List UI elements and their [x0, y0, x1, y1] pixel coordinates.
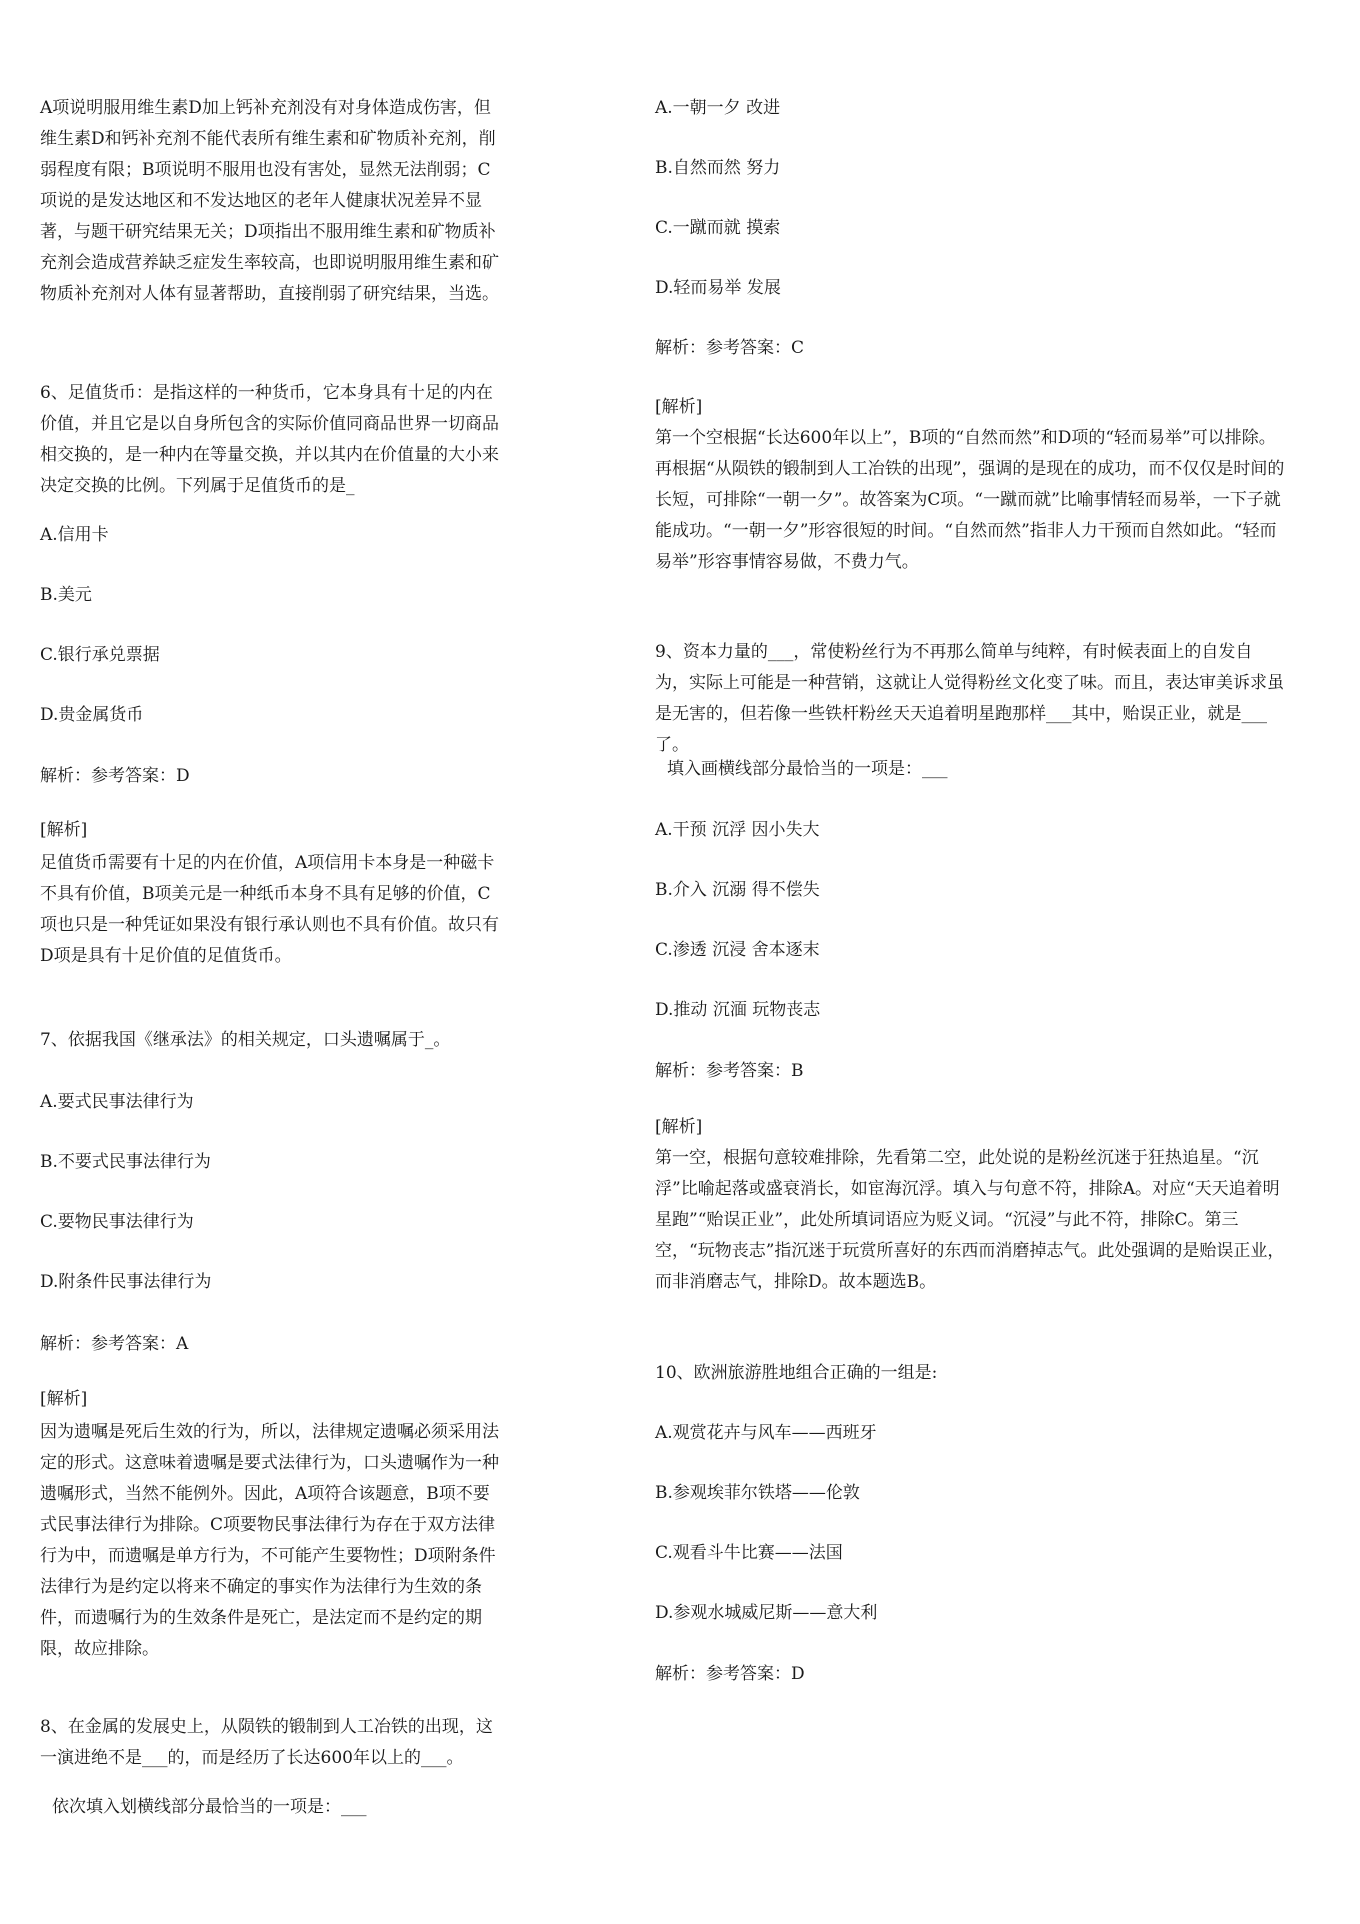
q9-prompt: 填入画横线部分最恰当的一项是：___ [667, 759, 948, 779]
q6-option-a: A.信用卡 [40, 525, 109, 545]
q9-option-d: D.推动 沉湎 玩物丧志 [655, 1000, 821, 1020]
q6-analysis: 足值货币需要有十足的内在价值，A项信用卡本身是一种磁卡不具有价值，B项美元是一种纸币本身不具有足够的价值，C项也只是一种凭证如果没有银行承认则也不具有价值。故只有D项是具有十足价值的足值货币。 [40, 853, 499, 966]
q9-option-b: B.介入 沉溺 得不偿失 [655, 880, 820, 900]
q6-question: 6、足值货币：是指这样的一种货币，它本身具有十足的内在价值，并且它是以自身所包含的实际价值同商品世界一切商品相交换的，是一种内在等量交换，并以其内在价值量的大小来决定交换的比例。下列属于足值货币的是_ [40, 383, 499, 496]
q5-analysis-text: A项说明服用维生素D加上钙补充剂没有对身体造成伤害，但维生素D和钙补充剂不能代表所有维生素和矿物质补充剂，削弱程度有限；B项说明不服用也没有害处，显然无法削弱；C项说的是发达地区和不发达地区的老年人健康状况差异不显著，与题干研究结果无关；D项指出不服用维生素和矿物质补充剂会造成营养缺乏症发生率较高，也即说明服用维生素和矿物质补充剂对人体有显著帮助，直接削弱了研究结果，当选。 [40, 98, 499, 304]
q6-answer: 解析：参考答案：D [40, 766, 190, 786]
q6-option-b: B.美元 [40, 585, 92, 605]
q8-analysis: 第一个空根据“长达600年以上”，B项的“自然而然”和D项的“轻而易举”可以排除。再根据“从陨铁的锻制到人工冶铁的出现”，强调的是现在的成功，而不仅仅是时间的长短，可排除“一朝一夕”。故答案为C项。“一蹴而就”比喻事情轻而易举，一下子就能成功。“一朝一夕”形容很短的时间。“自然而然”指非人力干预而自然如此。“轻而易举”形容事情容易做，不费力气。 [655, 428, 1285, 572]
q8-analysis-tag: [解析] [655, 397, 703, 417]
q9-analysis-tag: [解析] [655, 1117, 703, 1137]
q8-answer: 解析：参考答案：C [655, 338, 805, 358]
q6-option-d: D.贵金属货币 [40, 705, 144, 725]
q10-question: 10、欧洲旅游胜地组合正确的一组是: [655, 1363, 938, 1383]
q8-prompt: 依次填入划横线部分最恰当的一项是：___ [52, 1797, 367, 1817]
q7-answer: 解析：参考答案：A [40, 1334, 189, 1354]
q8-option-c: C.一蹴而就 摸索 [655, 218, 781, 238]
q8-option-a: A.一朝一夕 改进 [655, 98, 781, 118]
q7-option-d: D.附条件民事法律行为 [40, 1272, 212, 1292]
q7-option-a: A.要式民事法律行为 [40, 1092, 194, 1112]
q9-option-c: C.渗透 沉浸 舍本逐末 [655, 940, 820, 960]
q10-option-b: B.参观埃菲尔铁塔——伦敦 [655, 1483, 860, 1503]
q7-option-c: C.要物民事法律行为 [40, 1212, 194, 1232]
q9-question: 9、资本力量的___，常使粉丝行为不再那么简单与纯粹，有时候表面上的自发自为，实际上可能是一种营销，这就让人觉得粉丝文化变了味。而且，表达审美诉求虽是无害的，但若像一些铁杆粉丝天天追着明星跑那样___其中，贻误正业，就是___了。 [655, 642, 1284, 755]
q7-question: 7、依据我国《继承法》的相关规定，口头遗嘱属于_。 [40, 1030, 451, 1050]
q6-option-c: C.银行承兑票据 [40, 645, 160, 665]
q10-answer: 解析：参考答案：D [655, 1664, 805, 1684]
q6-analysis-tag: [解析] [40, 820, 88, 840]
q8-option-d: D.轻而易举 发展 [655, 278, 781, 298]
q7-analysis-tag: [解析] [40, 1389, 88, 1409]
q7-option-b: B.不要式民事法律行为 [40, 1152, 211, 1172]
q10-option-d: D.参观水城威尼斯——意大利 [655, 1603, 878, 1623]
q10-option-c: C.观看斗牛比赛——法国 [655, 1543, 843, 1563]
q7-analysis: 因为遗嘱是死后生效的行为，所以，法律规定遗嘱必须采用法定的形式。这意味着遗嘱是要式法律行为，口头遗嘱作为一种遗嘱形式，当然不能例外。因此，A项符合该题意，B项不要式民事法律行为排除。C项要物民事法律行为存在于双方法律行为中，而遗嘱是单方行为，不可能产生要物性；D项附条件法律行为是约定以将来不确定的事实作为法律行为生效的条件，而遗嘱行为的生效条件是死亡，是法定而不是约定的期限，故应排除。 [40, 1422, 499, 1659]
q9-option-a: A.干预 沉浮 因小失大 [655, 820, 820, 840]
q9-analysis: 第一空，根据句意较难排除，先看第二空，此处说的是粉丝沉迷于狂热追星。“沉浮”比喻起落或盛衰消长，如宦海沉浮。填入与句意不符，排除A。对应“天天追着明星跑”“贻误正业”，此处所填词语应为贬义词。“沉浸”与此不符，排除C。第三空，“玩物丧志”指沉迷于玩赏所喜好的东西而消磨掉志气。此处强调的是贻误正业，而非消磨志气，排除D。故本题选B。 [655, 1148, 1285, 1292]
q9-answer: 解析：参考答案：B [655, 1061, 804, 1081]
q8-option-b: B.自然而然 努力 [655, 158, 781, 178]
q10-option-a: A.观赏花卉与风车——西班牙 [655, 1423, 877, 1443]
q8-question: 8、在金属的发展史上，从陨铁的锻制到人工冶铁的出现，这一演进绝不是___的，而是经历了长达600年以上的___。 [40, 1717, 493, 1768]
